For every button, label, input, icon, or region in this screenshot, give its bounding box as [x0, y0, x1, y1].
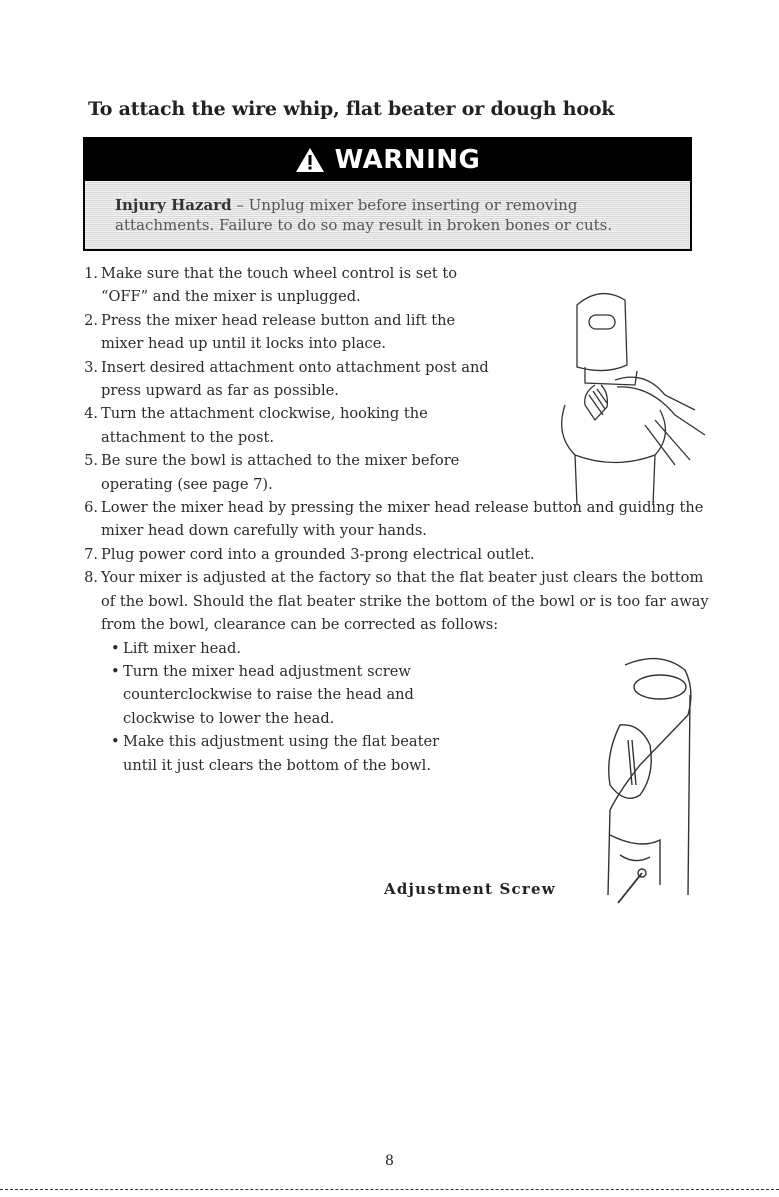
list-item: 7. Plug power cord into a grounded 3-prong electrical outlet. — [84, 545, 535, 563]
list-item: 8. Your mixer is adjusted at the factory so that the flat beater just clears the bottom of the bowl. Should the flat beater strike the bottom of the bowl or is too far away from the bowl, clearance can be corrected as follows: • Lift mixer head. • Turn the mixer head adjustment screw counterclockwise to raise the head and clockwise to lower the head. • Make this adjustment using the flat beater until it just clears the bottom of the bowl. — [72, 566, 712, 777]
figure-caption: Adjustment Screw — [384, 880, 556, 898]
list-item: • Turn the mixer head adjustment screw counterclockwise to raise the head and clockwise to lower the head. — [111, 660, 463, 730]
list-item: 5. Be sure the bowl is attached to the mixer before operating (see page 7). — [84, 452, 460, 493]
adjustment-screw-illustration — [580, 645, 720, 905]
page-number: 8 — [385, 1153, 394, 1169]
list-item: 3. Insert desired attachment onto attachment post and press upward as far as possible. — [84, 358, 489, 400]
warning-message: – Unplug mixer before inserting or removing attachments. Failure to do so may result in broken bones or cuts. — [115, 196, 613, 234]
attachment-insertion-illustration — [555, 275, 715, 515]
list-item: • Make this adjustment using the flat beater until it just clears the bottom of the bowl. — [111, 730, 463, 777]
list-item: 6. Lower the mixer head by pressing the mixer head release button and guiding the mixer head down carefully with your hands. — [84, 499, 704, 540]
bottom-rule — [0, 1189, 779, 1190]
list-item: 2. Press the mixer head release button and lift the mixer head up until it locks into place. — [84, 311, 456, 353]
page-title: To attach the wire whip, flat beater or dough hook — [88, 98, 615, 120]
hazard-label: Injury Hazard — [115, 196, 232, 214]
warning-triangle-icon — [295, 147, 325, 173]
warning-heading: WARNING — [334, 145, 481, 175]
list-item: 1. Make sure that the touch wheel control is set to “OFF” and the mixer is unplugged. — [84, 265, 458, 306]
warning-text — [85, 181, 675, 235]
list-item: • Lift mixer head. — [111, 637, 463, 660]
warning-header — [85, 139, 690, 181]
list-item: 4. Turn the attachment clockwise, hooking the attachment to the post. — [84, 405, 428, 446]
warning-box — [83, 137, 692, 251]
